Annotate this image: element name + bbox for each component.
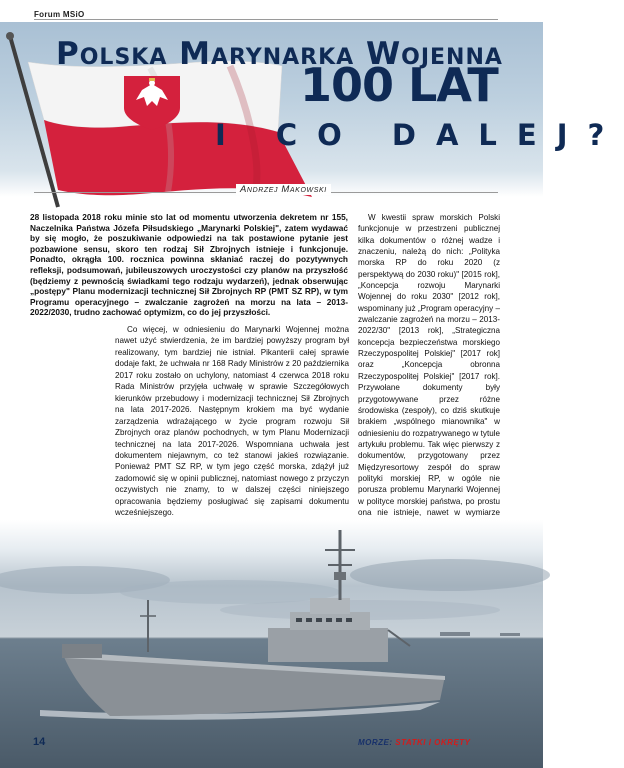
header-divider	[34, 19, 498, 20]
section-header: Forum MSiO	[34, 10, 85, 19]
column-2-text: W kwestii spraw morskich Polski funkcjonuje w przestrzeni publicznej kilka dokumentów o różnej wadze i znaczeniu, należą do nich: „Polityka morska RP do roku 2020 (z perspektywą do 2030 roku)" [2015 rok], „Koncepcja rozwoju Marynarki Wojennej do roku 2030" [2012 rok], wspominany już „Program operacyjny – zwalczanie zagrożeń na morzu – 2013-2022/30" [2013 rok], „Strategiczna koncepcja bezpieczeństwa morskiego Rzeczypospolitej Polskiej" [2017 rok] oraz „Koncepcja obronna Rzeczypospolitej Polskiej" [2017 rok]. Przywołane dokumenty były przygotowywane przez różne środowiska (zespoły), co dziś skutkuje brakiem „wspólnego mianownika" w odniesieniu do rozpatrywanego w tytule artykułu problemu. Tak więc pierwszy z dokumentów, przygotowany przez Międzyresortowy zespół do spraw polityki morskiej RP, w ogóle nie porusza problemu Marynarki Wojennej w polityce morskiej państwa, po prostu ona nie istnieje, nawet w wymiarze	[358, 213, 500, 517]
title-line-1: Polska Marynarka Wojenna	[56, 36, 503, 72]
warship-photo	[0, 520, 543, 768]
page-number: 14	[33, 736, 46, 748]
column-1-text: Co więcej, w odniesieniu do Marynarki Wojennej można nawet użyć stwierdzenia, że im bardziej powyższy program był realizowany, tym bardziej nie istniał. Pikanterii całej sprawie dodaje fakt, że uchwała nr 168 Rady Ministrów z 20 października 2017 roku zostało on uchylony, natomiast 4 czerwca 2018 roku Rada Ministrów przyjęła uchwałę w sprawie Szczegółowych kierunków przebudowy i modernizacji technicznej Sił Zbrojnych na lata 2017-2026. Następnym krokiem ma być wydanie zarządzenia wdrażającego w życie program rozwoju Sił Zbrojnych oraz planów pochodnych, w tym Planu Modernizacji technicznej na lata 2017-2026. Wspomniana uchwała jest dokumentem niejawnym, co też stanowi jakieś rozwiązanie. Ponieważ PMT SZ RP, w tym jego część morska, zdążył już zadomowić się w opinii publicznej, natomiast nowego z przyczyn oczywistych nie znamy, to w dalszej części niniejszego opracowania będziemy posługiwać się zapisami dokumentu wcześniejszego.	[115, 325, 349, 518]
magazine-name-right: STATKI I OKRĘTY	[395, 738, 471, 747]
title-line-2: 100 LAT	[300, 58, 498, 112]
lead-text: 28 listopada 2018 roku minie sto lat od momentu utworzenia dekretem nr 155, Naczelnika Państwa Józefa Piłsudskiego „Marynarki Polskiej", zatem wydawać by się mogło, że poszukiwanie odpowiedzi na tak postawione pytanie jest pozbawione sensu, skoro ten rodzaj Sił Zbrojnych istnieje i funkcjonuje. Ponadto, okrągła 100. rocznica powinna skłaniać raczej do pozytywnych refleksji, podsumowań, jubileuszowych uroczystości czy planów na przyszłość (będziemy z pewnością świadkami tego rodzaju wydarzeń), jednak obserwując „postępy" Planu modernizacji technicznej Sił Zbrojnych RP (PMT SZ RP), w tym Programu operacyjnego – zwalczanie zagrożeń na morzu na lata – 2013- 2022/2030, trudno zachować optymizm, co do jej przyszłości.	[30, 212, 348, 318]
article-column-1	[115, 324, 349, 519]
magazine-name	[358, 738, 471, 747]
author-byline: Andrzej Makowski	[236, 184, 331, 195]
lead-paragraph	[30, 212, 348, 318]
title-line-3: I CO DALEJ?	[215, 118, 624, 152]
magazine-name-left: MORZE:	[358, 738, 393, 747]
